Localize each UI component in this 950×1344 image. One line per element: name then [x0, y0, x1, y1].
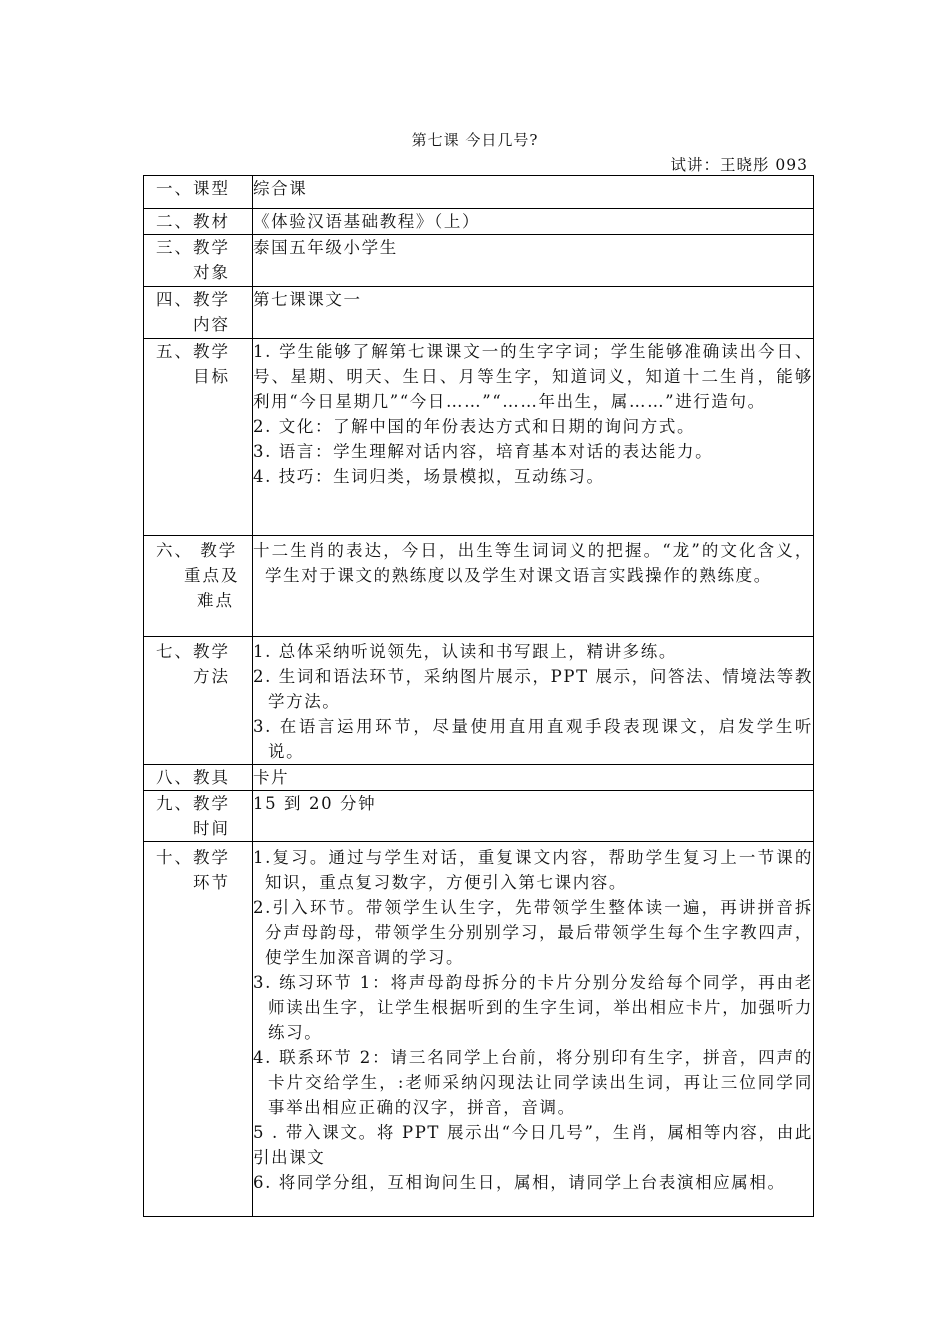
- label-textbook: 二、教材: [144, 209, 253, 235]
- row-content: [144, 287, 814, 339]
- row-duration: [144, 791, 814, 842]
- content-objectives: [253, 339, 814, 536]
- row-objectives: [144, 339, 814, 536]
- document-title: 第七课 今日几号?: [411, 131, 539, 149]
- row-key-points: [144, 536, 814, 637]
- procedure-step: 2.引入环节。带领学生认生字，先带领学生整体读一遍，再讲拼音拆分声母韵母，带领学生分别别学习，最后带领学生每个生字教四声，使学生加深音调的学习。: [253, 898, 813, 967]
- lecturer-byline: 试讲：王晓彤 093: [670, 156, 808, 174]
- label-methods: 七、教学 方法: [144, 637, 253, 765]
- method-item: 2. 生词和语法环节，采纳图片展示，PPT 展示，问答法、情境法等教学方法。: [253, 667, 813, 711]
- content-methods: [253, 637, 814, 765]
- label-procedure: 十、教学 环节: [144, 842, 253, 1217]
- procedure-step: 6. 将同学分组，互相询问生日，属相，请同学上台表演相应属相。: [253, 1173, 786, 1192]
- content-content: 第七课课文一: [253, 287, 814, 339]
- content-teaching-aids: 卡片: [253, 765, 814, 791]
- label-teaching-aids: 八、教具: [144, 765, 253, 791]
- row-textbook: [144, 209, 814, 235]
- objective-item: 4. 技巧：生词归类，场景模拟，互动练习。: [253, 467, 605, 486]
- content-procedure: [253, 842, 814, 1217]
- row-teaching-aids: [144, 765, 814, 791]
- row-lesson-type: [144, 176, 814, 209]
- procedure-step: 5 . 带入课文。将 PPT 展示出“今日几号”，生肖，属相等内容，由此引出课文: [253, 1123, 813, 1167]
- label-content: 四、教学 内容: [144, 287, 253, 339]
- procedure-step: 1.复习。通过与学生对话，重复课文内容，帮助学生复习上一节课的知识，重点复习数字，方便引入第七课内容。: [253, 848, 813, 892]
- label-objectives: 五、教学 目标: [144, 339, 253, 536]
- row-methods: [144, 637, 814, 765]
- content-textbook: 《体验汉语基础教程》（上）: [253, 209, 814, 235]
- label-key-points: 六、 教学 重点及 难点: [144, 536, 253, 637]
- label-duration: 九、教学 时间: [144, 791, 253, 842]
- procedure-step: 4. 联系环节 2：请三名同学上台前，将分别印有生字，拼音，四声的卡片交给学生，:老师采纳闪现法让同学读出生词，再让三位同学同事举出相应正确的汉字，拼音，音调。: [253, 1048, 813, 1117]
- objective-item: 1. 学生能够了解第七课课文一的生字字词；学生能够准确读出今日、号、星期、明天、生日、月等生字，知道词义，知道十二生肖，能够利用“今日星期几”“今日……”“……年出生，属……”进行造句。: [253, 342, 813, 411]
- content-duration: 15 到 20 分钟: [253, 791, 814, 842]
- content-audience: 泰国五年级小学生: [253, 235, 814, 287]
- label-lesson-type: 一、课型: [144, 176, 253, 209]
- method-item: 3. 在语言运用环节，尽量使用直用直观手段表现课文，启发学生听说。: [253, 717, 813, 761]
- row-procedure: [144, 842, 814, 1217]
- objective-item: 3. 语言：学生理解对话内容，培育基本对话的表达能力。: [253, 442, 714, 461]
- content-lesson-type: 综合课: [253, 176, 814, 209]
- method-item: 1. 总体采纳听说领先，认读和书写跟上，精讲多练。: [253, 642, 677, 661]
- lesson-plan-table: [143, 175, 814, 1217]
- objective-item: 2. 文化：了解中国的年份表达方式和日期的询问方式。: [253, 417, 696, 436]
- label-audience: 三、教学 对象: [144, 235, 253, 287]
- procedure-step: 3. 练习环节 1：将声母韵母拆分的卡片分别分发给每个同学，再由老师读出生字，让学生根据听到的生字生词，举出相应卡片，加强听力练习。: [253, 973, 813, 1042]
- row-audience: [144, 235, 814, 287]
- content-key-points: 十二生肖的表达，今日，出生等生词词义的把握。“龙”的文化含义，学生对于课文的熟练度以及学生对课文语言实践操作的熟练度。: [253, 536, 814, 637]
